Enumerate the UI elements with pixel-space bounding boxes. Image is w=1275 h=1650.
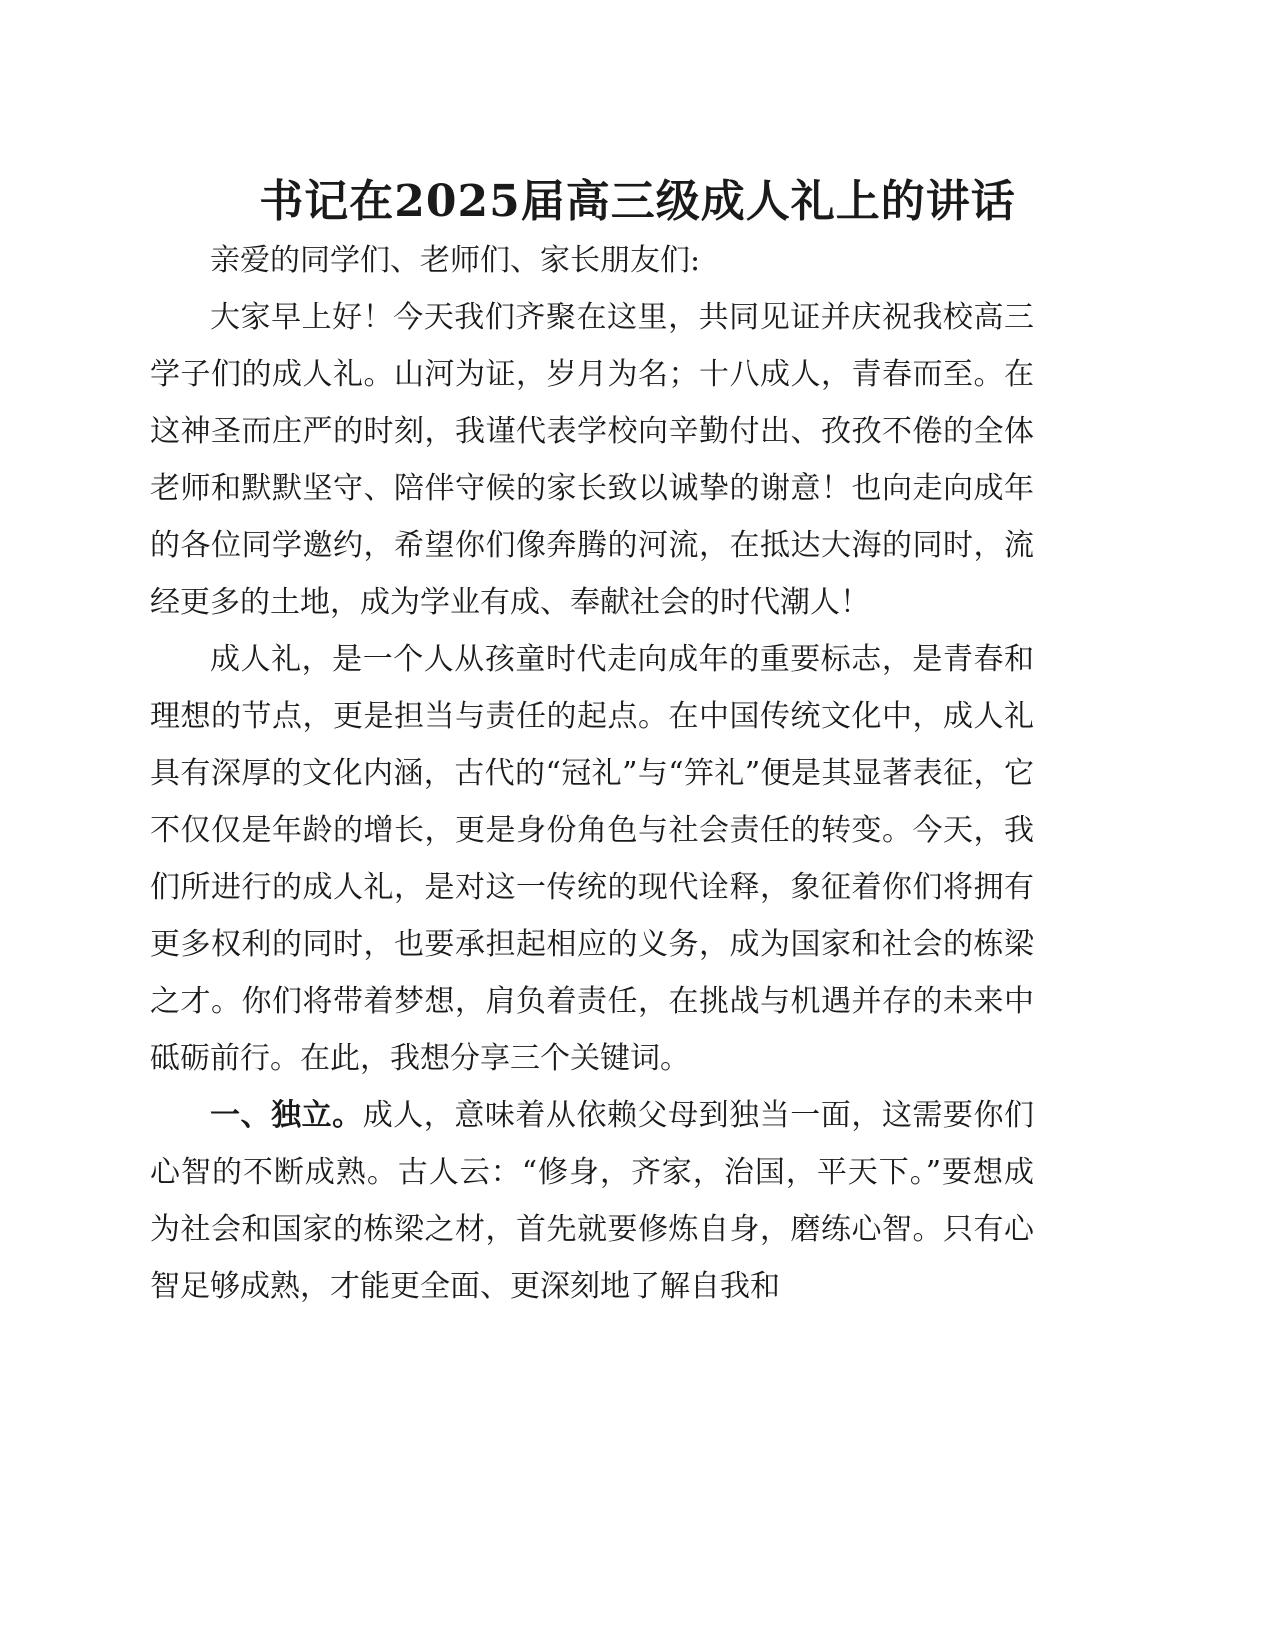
paragraph-greeting: 大家早上好！今天我们齐聚在这里，共同见证并庆祝我校高三学子们的成人礼。山河为证，岁月为名；十八成人，青春而至。在这神圣而庄严的时刻，我谨代表学校向辛勤付出、孜孜不倦的全体老师和默默坚守、陪伴守候的家长致以诚挚的谢意！也向走向成年的各位同学邀约，希望你们像奔腾的河流，在抵达大海的同时，流经更多的土地，成为学业有成、奉献社会的时代潮人！	[150, 300, 1034, 620]
paragraph-independence	[150, 1087, 1034, 1315]
section-text-independence: 成人，意味着从依赖父母到独当一面，这需要你们心智的不断成熟。古人云：“修身，齐家，治国，平天下。”要想成为社会和国家的栋梁之材，首先就要修炼自身，磨练心智。只有心智足够成熟，才能更全面、更深刻地了解自我和	[150, 1098, 1035, 1304]
page-title: 书记在2025届高三级成人礼上的讲话	[259, 176, 1016, 227]
salutation: 亲爱的同学们、老师们、家长朋友们:	[210, 243, 701, 278]
document-body	[150, 232, 1034, 1315]
section-heading-independence: 一、独立。	[210, 1098, 363, 1133]
paragraph-coming-of-age: 成人礼，是一个人从孩童时代走向成年的重要标志，是青春和理想的节点，更是担当与责任的起点。在中国传统文化中，成人礼具有深厚的文化内涵，古代的“冠礼”与“笄礼”便是其显著表征，它不仅仅是年龄的增长，更是身份角色与社会责任的转变。今天，我们所进行的成人礼，是对这一传统的现代诠释，象征着你们将拥有更多权利的同时，也要承担起相应的义务，成为国家和社会的栋梁之才。你们将带着梦想，肩负着责任，在挑战与机遇并存的未来中砥砺前行。在此，我想分享三个关键词。	[150, 642, 1034, 1076]
